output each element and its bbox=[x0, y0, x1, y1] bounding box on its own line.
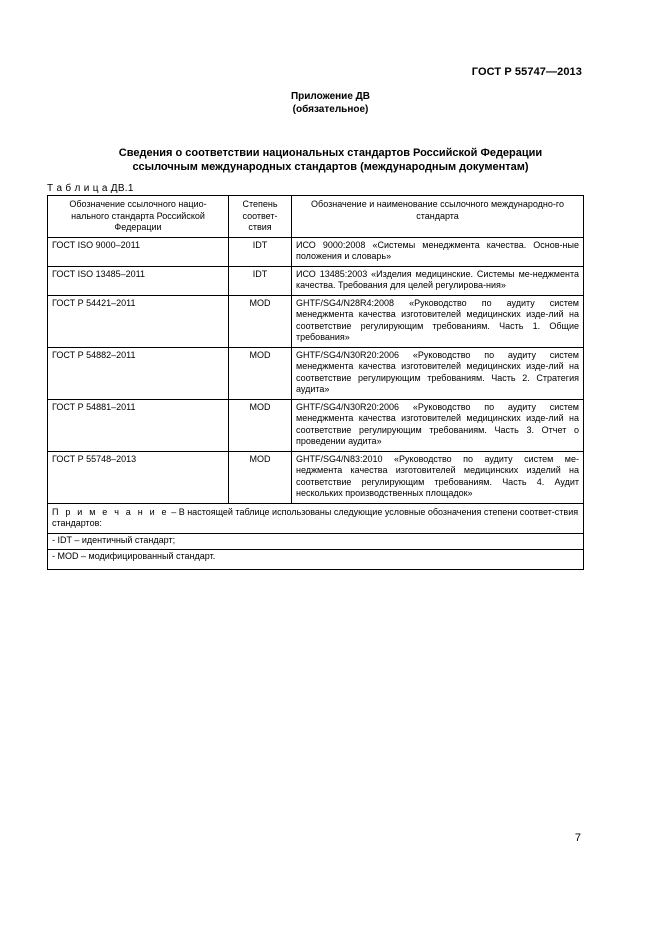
table-row bbox=[48, 399, 584, 451]
cell-degree: MOD bbox=[229, 347, 292, 399]
table-note bbox=[48, 503, 584, 569]
cell-name: GHTF/SG4/N30R20:2006 «Руководство по аудиту систем менеджмента качества изготовителей медицинских изде-лий на соответствие регулирующим требованиям. Часть 3. Отчет о проведении аудита» bbox=[292, 399, 584, 451]
cell-code: ГОСТ Р 54882–2011 bbox=[48, 347, 229, 399]
cell-name: GHTF/SG4/N83:2010 «Руководство по аудиту систем ме-неджмента качества изготовителей медицинских изделий на соответствие регулирующим требованиям. Часть 4. Аудит нескольких производственных площадок» bbox=[292, 451, 584, 503]
cell-name: GHTF/SG4/N30R20:2006 «Руководство по аудиту систем менеджмента качества изготовителей медицинских изде-лий на соответствие регулирующим требованиям. Часть 2. Стратегия аудита» bbox=[292, 347, 584, 399]
cell-degree: IDT bbox=[229, 266, 292, 295]
document-code: ГОСТ Р 55747—2013 bbox=[471, 66, 582, 78]
section-title-line-1: Сведения о соответствии национальных стандартов Российской Федерации bbox=[118, 147, 543, 159]
note-item-idt: - IDT – идентичный стандарт; bbox=[48, 534, 583, 551]
table-row bbox=[48, 266, 584, 295]
header-international-standard: Обозначение и наименование ссылочного международно-го стандарта bbox=[292, 196, 584, 238]
section-title-line-2: ссылочным международных стандартов (международным документам) bbox=[132, 161, 529, 173]
cell-name: ИСО 9000:2008 «Системы менеджмента качества. Основ-ные положения и словарь» bbox=[292, 237, 584, 266]
appendix-subtitle: (обязательное) bbox=[292, 104, 369, 115]
cell-code: ГОСТ Р 54881–2011 bbox=[48, 399, 229, 451]
standards-table bbox=[47, 195, 584, 570]
page-number: 7 bbox=[574, 832, 581, 844]
table-row bbox=[48, 237, 584, 266]
note-prefix: П р и м е ч а н и е bbox=[52, 506, 169, 517]
appendix-heading bbox=[0, 90, 661, 116]
cell-code: ГОСТ ISO 9000–2011 bbox=[48, 237, 229, 266]
table-row bbox=[48, 451, 584, 503]
note-body: – В настоящей таблице использованы следующие условные обозначения степени соответ-ствия стандартов: bbox=[52, 506, 579, 528]
note-item-mod: - MOD – модифицированный стандарт. bbox=[52, 551, 216, 561]
appendix-title: Приложение ДВ bbox=[290, 91, 371, 102]
cell-name: GHTF/SG4/N28R4:2008 «Руководство по аудиту систем менеджмента качества изготовителей медицинских изде-лий на соответствие регулирующим требованиям. Часть 1. Общие требования» bbox=[292, 295, 584, 347]
cell-code: ГОСТ Р 55748–2013 bbox=[48, 451, 229, 503]
table-row bbox=[48, 347, 584, 399]
cell-name: ИСО 13485:2003 «Изделия медицинские. Системы ме-неджмента качества. Требования для целей регулирова-ния» bbox=[292, 266, 584, 295]
header-degree: Степень соответ-ствия bbox=[229, 196, 292, 238]
cell-code: ГОСТ ISO 13485–2011 bbox=[48, 266, 229, 295]
table-note-row bbox=[48, 503, 584, 569]
table-label: Т а б л и ц а ДВ.1 bbox=[47, 183, 134, 194]
table-row bbox=[48, 295, 584, 347]
cell-degree: MOD bbox=[229, 295, 292, 347]
cell-degree: MOD bbox=[229, 451, 292, 503]
cell-code: ГОСТ Р 54421–2011 bbox=[48, 295, 229, 347]
note-text bbox=[48, 506, 583, 534]
table-header-row bbox=[48, 196, 584, 238]
section-title bbox=[0, 146, 661, 174]
cell-degree: IDT bbox=[229, 237, 292, 266]
cell-degree: MOD bbox=[229, 399, 292, 451]
header-national-standard: Обозначение ссылочного нацио-нального стандарта Российской Федерации bbox=[48, 196, 229, 238]
